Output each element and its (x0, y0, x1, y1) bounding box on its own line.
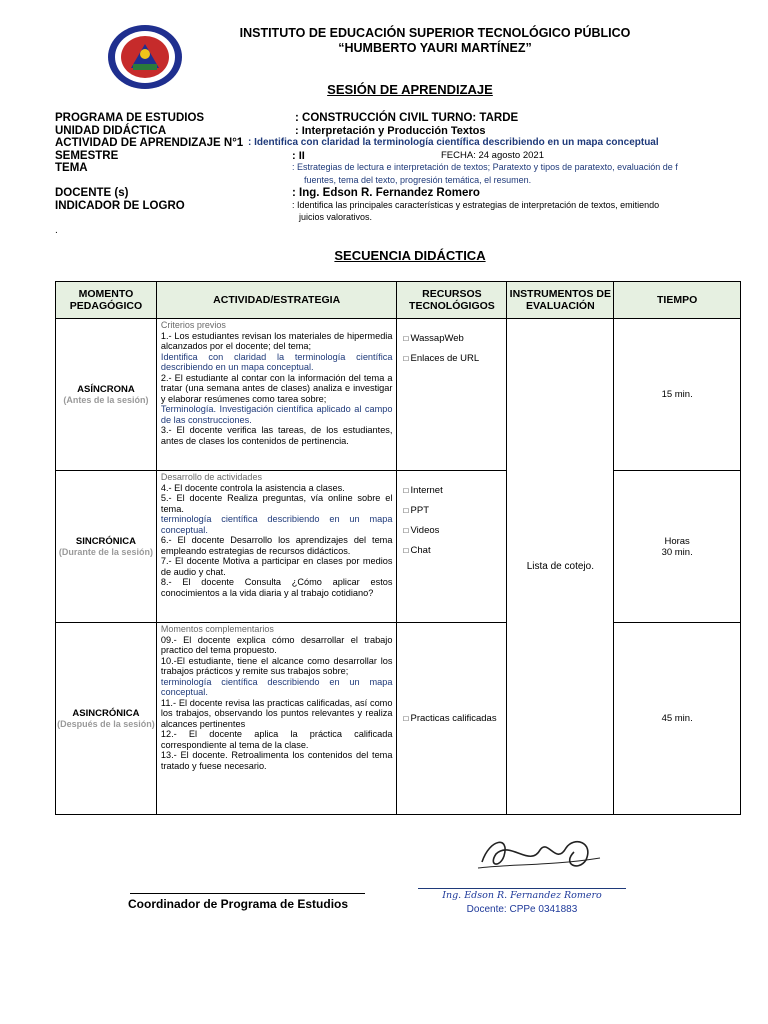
activity-line: 4.- El docente controla la asistencia a clases. (160, 482, 345, 493)
sequence-table (55, 281, 741, 815)
momento-label: ASÍNCRONA (77, 383, 135, 395)
activity-line: 13.- El docente. Retroalimenta los contenidos del tema tratado y fuese necesario. (160, 750, 393, 771)
activity-line: 10.-El estudiante, tiene el alcance como desarrollar los trabajos prácticos y remite sus trabajos sobre; (160, 655, 393, 676)
header-recursos: RECURSOS TECNOLÓGIGOS (397, 282, 507, 319)
session-title: SESIÓN DE APRENDIZAJE (327, 82, 493, 97)
resources-cell (397, 623, 507, 815)
resource-item: □ Internet (403, 481, 500, 501)
activity-line: Identifica con claridad la terminología científica describiendo en un mapa conceptual. (160, 351, 393, 372)
institution-name: INSTITUTO DE EDUCACIÓN SUPERIOR TECNOLÓGICO PÚBLICO (239, 26, 631, 40)
semestre-value: : II (292, 149, 305, 162)
institution-logo (107, 24, 183, 90)
activity-line: 7.- El docente Motiva a participar en clases por medios de audio y chat. (160, 556, 393, 577)
activity-line: 12.- El docente aplica la práctica calificada correspondiente al tema de la clase. (160, 729, 393, 750)
activity-line: 8.- El docente Consulta ¿Cómo aplicar estos conocimientos a la vida diaria y al trabajo cotidiano? (160, 577, 393, 598)
coordinator-label: Coordinador de Programa de Estudios (128, 897, 349, 911)
instrument-value: Lista de cotejo. (526, 561, 594, 572)
time-value: 30 min. (661, 546, 693, 558)
activity-cell (156, 623, 397, 815)
tema-value-2: fuentes, tema del texto, progresión temática, el resumen. (304, 174, 532, 185)
activity-line: terminología científica describiendo en un mapa conceptual. (160, 514, 393, 535)
resources-cell (397, 471, 507, 623)
activity-line: 3.- El docente verifica las tareas, de los estudiantes, antes de clases los contenidos de pertinencia. (160, 425, 393, 446)
resource-item: □ Practicas calificadas (403, 712, 500, 726)
docente-label: DOCENTE (s) (55, 187, 129, 199)
stray-dot: . (55, 225, 58, 236)
activity-caption: Desarrollo de actividades (160, 472, 262, 482)
actividad-value: : Identifica con claridad la terminología científica describiendo en un mapa conceptual (248, 137, 659, 148)
activity-cell (156, 319, 397, 471)
activity-line: Terminología. Investigación científica aplicado al campo de las construcciones. (160, 404, 393, 425)
unidad-value: : Interpretación y Producción Textos (295, 124, 486, 137)
sequence-title: SECUENCIA DIDÁCTICA (334, 248, 486, 263)
resource-item: □ Chat (403, 541, 500, 561)
resource-item: □ WassapWeb (403, 329, 500, 349)
table-row (56, 623, 741, 815)
header-momento: MOMENTO PEDAGÓGICO (56, 282, 157, 319)
momento-label: ASINCRÓNICA (72, 707, 140, 719)
semestre-label: SEMESTRE (55, 149, 119, 162)
coordinator-signature-line (130, 893, 365, 894)
indicador-value-1: : Identifica las principales características y estrategias de interpretación de textos, emitiendo (292, 199, 660, 210)
momento-label: SINCRÓNICA (75, 535, 137, 547)
tema-label: TEMA (55, 162, 88, 174)
activity-line: 09.- El docente explica cómo desarrollar el trabajo practico del tema propuesto. (160, 634, 393, 655)
momento-cell (56, 319, 157, 471)
time-cell (614, 623, 741, 815)
tema-value-1: : Estrategias de lectura e interpretación de textos; Paratexto y tipos de paratexto, evaluación de f (292, 162, 678, 172)
activity-cell (156, 471, 397, 623)
activity-line: terminología científica describiendo en un mapa conceptual. (160, 676, 393, 697)
time-value: 15 min. (661, 389, 693, 400)
activity-line: 6.- El docente Desarrollo los aprendizajes del tema empleando estrategias de recursos didácticos. (160, 535, 393, 556)
activity-line: 1.- Los estudiantes revisan los materiales de hipermedia alcanzados por el docente; del tema; (160, 330, 393, 351)
indicador-value-2: juicios valorativos. (299, 212, 373, 222)
teacher-signature-id: Docente: CPPe 0341883 (466, 904, 578, 915)
momento-cell (56, 471, 157, 623)
institution-subname: “HUMBERTO YAURI MARTÍNEZ” (338, 41, 532, 55)
table-row (56, 319, 741, 471)
unidad-label: UNIDAD DIDÁCTICA (55, 124, 167, 137)
activity-caption: Criterios previos (160, 320, 226, 330)
time-cell (614, 471, 741, 623)
header-instrumentos: INSTRUMENTOS DE EVALUACIÓN (507, 282, 614, 319)
actividad-label: ACTIVIDAD DE APRENDIZAJE N°1 (55, 137, 244, 149)
handwritten-signature (470, 828, 610, 878)
teacher-signature-name: Ing. Edson R. Fernandez Romero (442, 890, 602, 901)
fecha-value: FECHA: 24 agosto 2021 (441, 149, 544, 161)
time-cell (614, 319, 741, 471)
instrument-cell (507, 319, 614, 815)
resource-item: □ PPT (403, 501, 500, 521)
time-value: 45 min. (661, 713, 693, 724)
activity-caption: Momentos complementarios (160, 624, 274, 634)
momento-sub: (Durante de la sesión) (58, 546, 153, 557)
teacher-signature-line (418, 888, 626, 889)
momento-sub: (Antes de la sesión) (63, 394, 149, 405)
resource-item: □ Videos (403, 521, 500, 541)
programa-label: PROGRAMA DE ESTUDIOS (55, 112, 205, 124)
resources-cell (397, 319, 507, 471)
activity-line: 2.- El estudiante al contar con la información del tema a tratar (una semana antes de clases) analiza e investigar y elaborar resúmenes como tarea sobre; (160, 372, 393, 404)
table-row (56, 471, 741, 623)
indicador-label: INDICADOR DE LOGRO (55, 199, 185, 212)
time-value: Horas (664, 535, 690, 547)
resource-item: □ Enlaces de URL (403, 349, 500, 369)
momento-sub: (Después de la sesión) (57, 718, 155, 729)
table-header-row (56, 282, 741, 319)
session-info (55, 112, 755, 225)
activity-line: 11.- El docente revisa las practicas calificadas, así como los trabajos, observando los puntos relevantes y realiza alcances pertinentes (160, 697, 393, 729)
header-tiempo: TIEMPO (614, 282, 741, 319)
activity-line: 5.- El docente Realiza preguntas, vía online sobre el tema. (160, 493, 393, 514)
momento-cell (56, 623, 157, 815)
programa-value: : CONSTRUCCIÓN CIVIL TURNO: TARDE (295, 112, 519, 124)
header-actividad: ACTIVIDAD/ESTRATEGIA (156, 282, 397, 319)
docente-value: : Ing. Edson R. Fernandez Romero (292, 187, 480, 199)
